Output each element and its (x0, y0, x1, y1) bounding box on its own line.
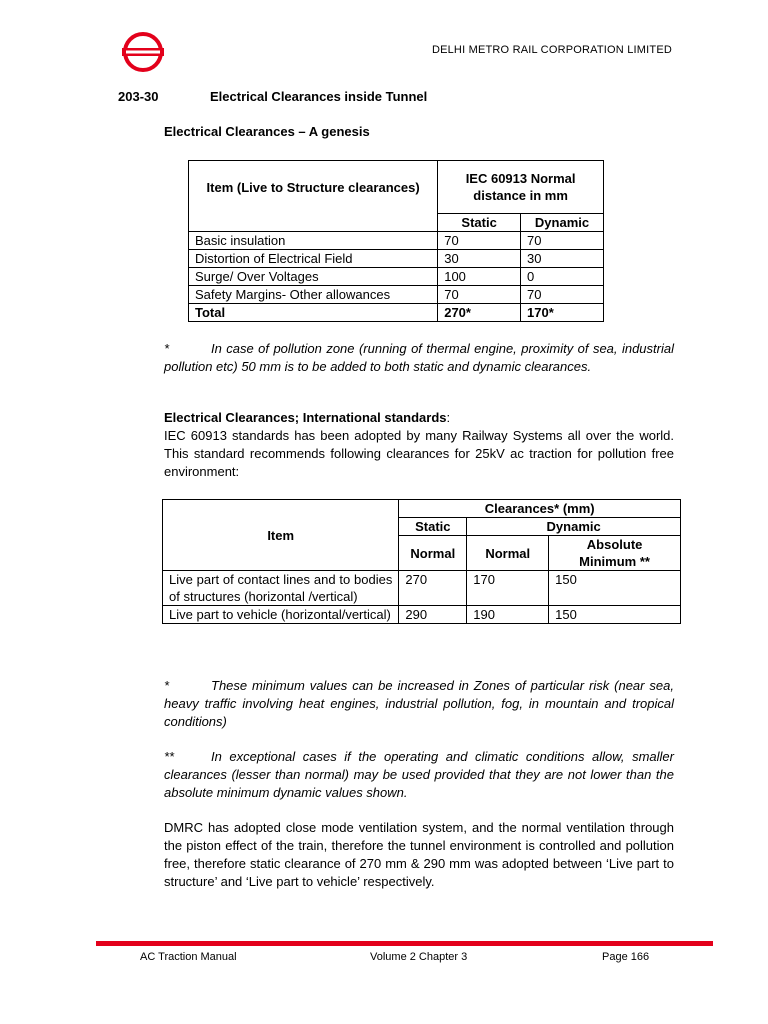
row-item: Total (189, 303, 438, 321)
row-static: 70 (438, 231, 521, 249)
row-item: Safety Margins- Other allowances (189, 285, 438, 303)
item-header: Item (Live to Structure clearances) (189, 161, 438, 214)
international-note-2 (164, 748, 674, 802)
dynamic-header: Dynamic (521, 213, 604, 231)
clearances-group-header: Clearances* (mm) (399, 500, 681, 518)
total-row (189, 303, 604, 321)
note-text: In case of pollution zone (running of thermal engine, proximity of sea, industrial pollution etc) 50 mm is to be added to both static and dynamic clearances. (164, 341, 674, 374)
international-note-1 (164, 677, 674, 731)
table-row (189, 249, 604, 267)
static-header: Static (399, 518, 467, 536)
dynamic-header: Dynamic (467, 518, 681, 536)
row-static-normal: 290 (399, 606, 467, 624)
table-header-row (189, 161, 604, 214)
note-text: In exceptional cases if the operating and climatic conditions allow, smaller clearances (lesser than normal) may be used provided that they are not lower than the absolute minimum dynamic values shown. (164, 749, 674, 800)
row-static: 30 (438, 249, 521, 267)
international-heading: Electrical Clearances; International standards (164, 410, 447, 425)
conclusion-paragraph: DMRC has adopted close mode ventilation system, and the normal ventilation through the piston effect of the train, therefore the tunnel environment is controlled and pollution free, therefore static clearance of 270 mm & 290 mm was adopted between ‘Live part to structure’ and ‘Live part to vehicle’ respectively. (164, 820, 674, 889)
row-dynamic: 30 (521, 249, 604, 267)
absolute-minimum-header: Absolute Minimum ** (549, 536, 681, 571)
table-row (163, 606, 681, 624)
international-section (164, 409, 674, 481)
row-dynamic: 70 (521, 285, 604, 303)
note-text: These minimum values can be increased in Zones of particular risk (near sea, heavy traffic involving heat engines, industrial pollution, fog, in mountain and tropical conditions) (164, 678, 674, 729)
static-header: Static (438, 213, 521, 231)
row-static: 70 (438, 285, 521, 303)
genesis-heading: Electrical Clearances – A genesis (164, 124, 370, 139)
row-item: Live part of contact lines and to bodies of structures (horizontal /vertical) (163, 571, 399, 606)
row-dynamic-absmin: 150 (549, 606, 681, 624)
table-header-row (163, 500, 681, 518)
empty-cell (189, 213, 438, 231)
iec-group-header: IEC 60913 Normal distance in mm (438, 161, 604, 214)
table-row (189, 267, 604, 285)
row-item: Live part to vehicle (horizontal/vertical) (163, 606, 399, 624)
international-table (162, 499, 681, 624)
footer-volume-chapter: Volume 2 Chapter 3 (370, 951, 468, 963)
section-number: 203-30 (118, 89, 159, 104)
row-dynamic-absmin: 150 (549, 571, 681, 606)
genesis-table (188, 160, 604, 322)
row-dynamic: 70 (521, 231, 604, 249)
organization-name: DELHI METRO RAIL CORPORATION LIMITED (431, 44, 672, 56)
row-item: Surge/ Over Voltages (189, 267, 438, 285)
row-item: Basic insulation (189, 231, 438, 249)
genesis-note (164, 340, 674, 376)
table-row (163, 571, 681, 606)
international-intro: IEC 60913 standards has been adopted by many Railway Systems all over the world. This standard recommends following clearances for 25kV ac traction for pollution free environment: (164, 428, 674, 479)
section-title: Electrical Clearances inside Tunnel (210, 89, 428, 104)
footer-rule (96, 941, 713, 946)
row-dynamic-normal: 170 (467, 571, 549, 606)
table-row (189, 285, 604, 303)
footer-page-number: Page 166 (602, 951, 650, 963)
note-mark: ** (164, 749, 175, 764)
note-mark: * (164, 678, 170, 693)
table-subheader-row (189, 213, 604, 231)
row-dynamic: 170* (521, 303, 604, 321)
row-item: Distortion of Electrical Field (189, 249, 438, 267)
table-row (189, 231, 604, 249)
row-dynamic: 0 (521, 267, 604, 285)
static-normal-header: Normal (399, 536, 467, 571)
note-mark: * (164, 341, 170, 356)
dynamic-normal-header: Normal (467, 536, 549, 571)
item-header: Item (163, 500, 399, 571)
row-static: 100 (438, 267, 521, 285)
row-dynamic-normal: 190 (467, 606, 549, 624)
row-static: 270* (438, 303, 521, 321)
row-static-normal: 270 (399, 571, 467, 606)
footer-manual-title: AC Traction Manual (140, 951, 237, 963)
dmrc-logo-icon (122, 31, 164, 73)
heading-colon: : (446, 410, 451, 425)
